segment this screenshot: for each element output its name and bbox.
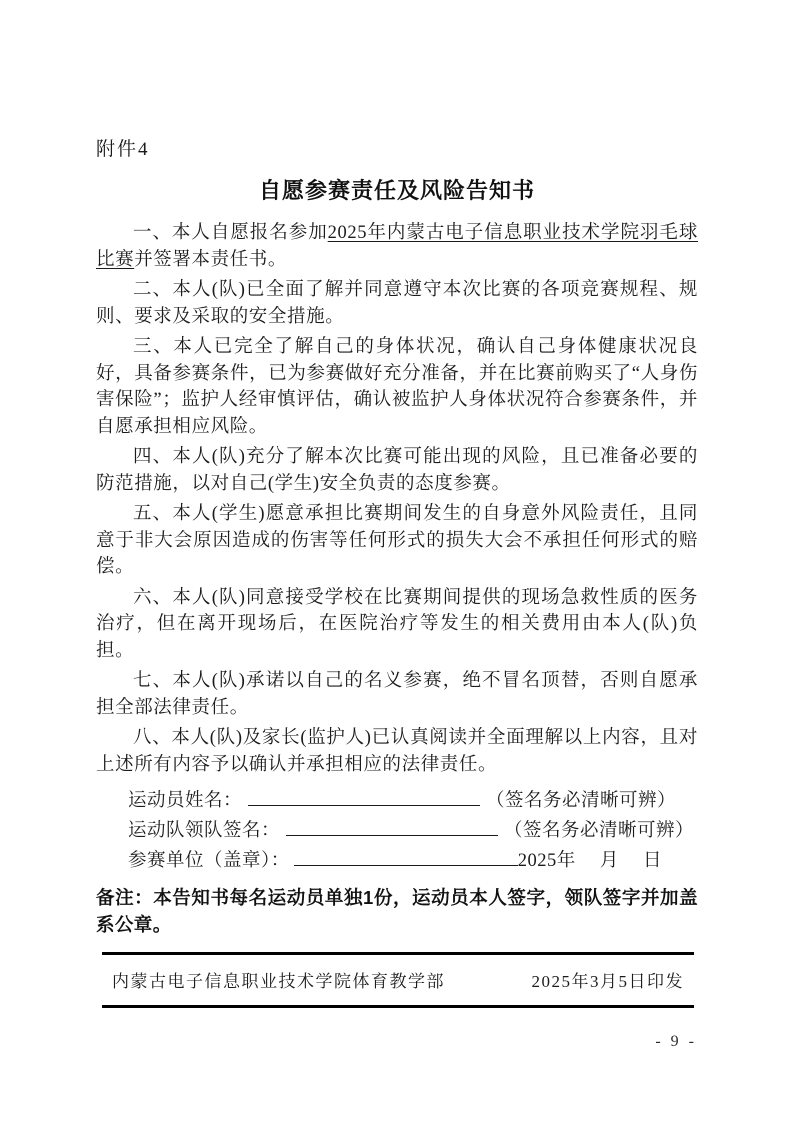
unit-seal-blank-line <box>294 846 518 866</box>
underlined-competition-name: 2025年内蒙古电子信息职业技术学院羽毛球比赛 <box>96 223 698 270</box>
signature-row-team-leader <box>128 816 698 846</box>
paragraph-8: 八、本人(队)及家长(监护人)已认真阅读并全面理解以上内容，且对上述所有内容予以确认并承担相应的法律责任。 <box>96 728 698 775</box>
attachment-label: 附件4 <box>96 139 150 160</box>
paragraph-1-suffix: 并签署本责任书。 <box>134 249 288 270</box>
paragraph-1-prefix: 一、本人自愿报名参加 <box>133 223 328 243</box>
athlete-name-note: （签名务必清晰可辨） <box>486 791 677 811</box>
team-leader-label: 运动队领队签名： <box>128 821 281 841</box>
issuance-footer <box>102 952 694 1008</box>
paragraph-1 <box>96 220 698 273</box>
page-number: - 9 - <box>655 1033 697 1050</box>
document-title: 自愿参赛责任及风险告知书 <box>258 178 535 203</box>
issuer-name: 内蒙古电子信息职业技术学院体育教学部 <box>112 972 445 991</box>
paragraph-4: 四、本人(队)充分了解本次比赛可能出现的风险，且已准备必要的防范措施，以对自己(学生)安全负责的态度参赛。 <box>96 447 698 494</box>
paragraph-7: 七、本人(队)承诺以自己的名义参赛，绝不冒名顶替，否则自愿承担全部法律责任。 <box>96 671 698 718</box>
signature-block <box>128 786 698 876</box>
paragraph-5: 五、本人(学生)愿意承担比赛期间发生的自身意外风险责任，且同意于非大会原因造成的伤害等任何形式的损失大会不承担任何形式的赔偿。 <box>96 504 698 577</box>
unit-seal-label: 参赛单位（盖章）： <box>128 851 290 871</box>
team-leader-blank-line <box>286 816 498 836</box>
signature-row-athlete-name <box>128 786 698 816</box>
unit-date-text: 2025年 月 日 <box>517 851 663 871</box>
paragraph-2: 二、本人(队)已全面了解并同意遵守本次比赛的各项竞赛规程、规则、要求及采取的安全措施。 <box>96 280 698 327</box>
paragraph-3: 三、本人已完全了解自己的身体状况，确认自己身体健康状况良好，具备参赛条件，已为参赛做好充分准备，并在比赛前购买了“人身伤害保险”；监护人经审慎评估，确认被监护人身体状况符合参赛条件，并自愿承担相应风险。 <box>96 337 698 437</box>
paragraph-6: 六、本人(队)同意接受学校在比赛期间提供的现场急救性质的医务治疗，但在离开现场后，在医院治疗等发生的相关费用由本人(队)负担。 <box>96 587 698 661</box>
issue-date: 2025年3月5日印发 <box>531 972 684 991</box>
athlete-name-blank-line <box>248 786 480 806</box>
athlete-name-label: 运动员姓名： <box>128 791 243 811</box>
signature-row-unit-seal <box>128 846 698 876</box>
team-leader-note: （签名务必清晰可辨） <box>504 821 695 841</box>
document-body <box>96 220 698 778</box>
remarks-paragraph: 备注：本告知书每名运动员单独1份，运动员本人签字，领队签字并加盖系公章。 <box>96 887 698 935</box>
